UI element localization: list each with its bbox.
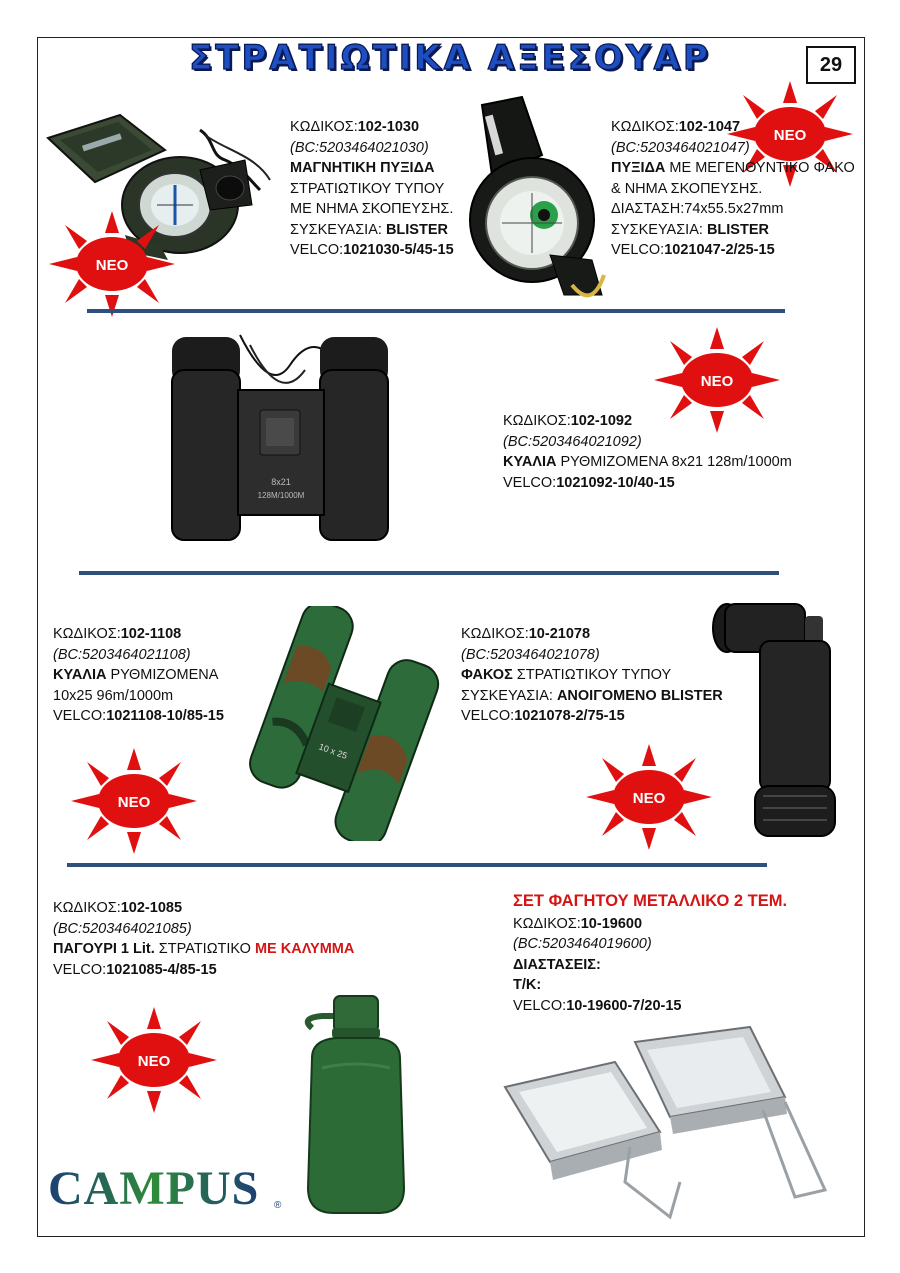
product-code: 102-1092 xyxy=(570,413,633,429)
angle-flashlight-image xyxy=(705,596,840,846)
product-description: ΣΤΡΑΤΙΩΤΙΚΟ xyxy=(154,941,255,957)
barcode: (BC:5203464021047) xyxy=(611,139,750,156)
page-number: 29 xyxy=(806,46,856,84)
product-description: ΣΤΡΑΤΙΩΤΙΚΟΥ ΤΥΠΟΥ xyxy=(290,180,445,197)
product-description: ΜΕ ΜΕΓΕΝΘΥΝΤΙΚΟ ΦΑΚΟ xyxy=(665,160,855,176)
velco-code: 1021047-2/25-15 xyxy=(664,242,775,258)
lens-compass-image xyxy=(452,95,610,305)
set-title: ΣΕΤ ΦΑΓΗΤΟΥ ΜΕΤΑΛΛΙΚΟ 2 ΤΕΜ. xyxy=(513,892,788,910)
packaging-label: ΣΥΣΚΕΥΑΣΙΑ: xyxy=(611,221,707,238)
product-10-19600-info xyxy=(513,891,787,1016)
section-divider xyxy=(79,571,779,575)
velco-code: 1021085-4/85-15 xyxy=(106,961,217,978)
product-102-1108-info xyxy=(53,624,224,727)
new-badge xyxy=(47,209,177,319)
pack-label: Τ/Κ: xyxy=(513,977,542,993)
packaging-value: BLISTER xyxy=(385,221,448,238)
campus-logo-text: CAMPUS xyxy=(48,1162,260,1215)
velco-code: 1021092-10/40-15 xyxy=(556,474,675,491)
new-badge xyxy=(69,746,199,856)
product-code: 102-1047 xyxy=(678,119,741,135)
binoculars-print-magnification: 8x21 xyxy=(271,477,291,487)
product-description: ΜΕ ΝΗΜΑ ΣΚΟΠΕΥΣΗΣ. xyxy=(290,201,454,217)
product-description: ΡΥΘΜΙΖΟΜΕΝΑ xyxy=(106,667,219,683)
packaging-label: ΣΥΣΚΕΥΑΣΙΑ: xyxy=(461,687,557,704)
product-name: ΚΥΑΛΙΑ xyxy=(53,667,107,683)
velco-label: VELCO: xyxy=(513,997,567,1014)
product-specs: 10x25 96m/1000m xyxy=(53,687,174,704)
velco-label: VELCO: xyxy=(503,474,557,491)
product-name: ΦΑΚΟΣ xyxy=(461,667,513,683)
product-description: & ΝΗΜΑ ΣΚΟΠΕΥΣΗΣ. xyxy=(611,180,763,197)
product-dimensions: ΔΙΑΣΤΑΣΗ:74x55.5x27mm xyxy=(611,201,784,217)
page-title: ΣΤΡΑΤΙΩΤΙΚΑ ΑΞΕΣΟΥΑΡ xyxy=(189,38,711,78)
velco-code: 1021078-2/75-15 xyxy=(514,708,625,724)
barcode: (BC:5203464021085) xyxy=(53,920,192,937)
flashlight-icon xyxy=(705,596,840,846)
binoculars-print-field: 128M/1000M xyxy=(257,491,305,500)
new-badge-icon xyxy=(47,209,177,319)
product-feature: ΜΕ ΚΑΛΥΜΜΑ xyxy=(254,941,355,957)
product-code: 10-21078 xyxy=(528,626,591,642)
section-divider xyxy=(67,863,767,867)
product-name: ΠΑΓΟΥΡΙ 1 Lit. xyxy=(53,941,155,957)
new-badge-icon xyxy=(89,1005,219,1115)
packaging-label: ΣΥΣΚΕΥΑΣΙΑ: xyxy=(290,221,386,238)
product-code: 102-1085 xyxy=(120,900,183,916)
code-label: ΚΩΔΙΚΟΣ: xyxy=(513,915,581,932)
velco-label: VELCO: xyxy=(290,242,344,258)
product-name: ΠΥΞΙΔΑ xyxy=(611,160,666,176)
binoculars-print: 10 x 25 xyxy=(317,741,349,761)
new-badge-label: ΝΕΟ xyxy=(95,257,129,274)
new-badge-label: ΝΕΟ xyxy=(773,127,807,144)
camo-binoculars-image xyxy=(228,606,458,841)
product-102-1047-info xyxy=(611,117,855,261)
code-label: ΚΩΔΙΚΟΣ: xyxy=(461,626,529,642)
code-label: ΚΩΔΙΚΟΣ: xyxy=(53,626,121,642)
new-badge xyxy=(89,1005,219,1115)
barcode: (BC:5203464019600) xyxy=(513,936,652,952)
section-divider xyxy=(87,309,785,313)
new-badge-icon xyxy=(584,742,714,852)
code-label: ΚΩΔΙΚΟΣ: xyxy=(611,119,679,135)
velco-code: 1021030-5/45-15 xyxy=(343,242,454,258)
velco-code: 1021108-10/85-15 xyxy=(106,708,224,724)
binoculars-icon xyxy=(160,325,400,555)
canteen-image xyxy=(292,988,420,1218)
velco-label: VELCO: xyxy=(53,708,107,724)
product-code: 102-1030 xyxy=(357,119,420,135)
mess-tins-image xyxy=(495,1022,835,1222)
velco-label: VELCO: xyxy=(611,242,665,258)
velco-label: VELCO: xyxy=(461,708,515,724)
code-label: ΚΩΔΙΚΟΣ: xyxy=(53,900,121,916)
velco-code: 10-19600-7/20-15 xyxy=(566,997,682,1014)
campus-logo xyxy=(46,1156,286,1216)
product-10-21078-info xyxy=(461,624,723,727)
mess-tin-icon xyxy=(495,1022,835,1222)
packaging-value: ΑΝΟΙΓΟΜΕΝΟ BLISTER xyxy=(556,687,723,704)
barcode: (BC:5203464021030) xyxy=(290,139,429,156)
registered-mark: ® xyxy=(274,1200,282,1211)
product-description: ΡΥΘΜΙΖΟΜΕΝΑ 8x21 128m/1000m xyxy=(556,454,792,470)
product-code: 10-19600 xyxy=(580,915,643,932)
black-binoculars-image xyxy=(160,325,400,555)
compass-icon xyxy=(452,95,610,305)
packaging-value: BLISTER xyxy=(706,221,769,238)
new-badge-icon xyxy=(69,746,199,856)
new-badge xyxy=(584,742,714,852)
canteen-icon xyxy=(292,988,420,1218)
campus-logo-icon xyxy=(46,1156,286,1216)
product-description: ΣΤΡΑΤΙΩΤΙΚΟΥ ΤΥΠΟΥ xyxy=(512,667,672,683)
new-badge-label: ΝΕΟ xyxy=(632,790,666,807)
new-badge-label: ΝΕΟ xyxy=(137,1053,171,1070)
product-name: ΚΥΑΛΙΑ xyxy=(503,454,557,470)
binoculars-icon xyxy=(228,606,458,841)
code-label: ΚΩΔΙΚΟΣ: xyxy=(503,413,571,429)
product-name: ΜΑΓΝΗΤΙΚΗ ΠΥΞΙΔΑ xyxy=(290,160,435,176)
product-102-1085-info xyxy=(53,898,354,980)
product-102-1030-info xyxy=(290,117,454,261)
new-badge-label: ΝΕΟ xyxy=(117,794,151,811)
product-102-1092-info xyxy=(503,411,792,493)
barcode: (BC:5203464021108) xyxy=(53,646,191,663)
barcode: (BC:5203464021092) xyxy=(503,433,642,450)
code-label: ΚΩΔΙΚΟΣ: xyxy=(290,119,358,135)
barcode: (BC:5203464021078) xyxy=(461,646,600,663)
new-badge-label: ΝΕΟ xyxy=(700,373,734,390)
dimensions-label: ΔΙΑΣΤΑΣΕΙΣ: xyxy=(513,956,601,973)
velco-label: VELCO: xyxy=(53,961,107,978)
product-code: 102-1108 xyxy=(120,626,182,642)
